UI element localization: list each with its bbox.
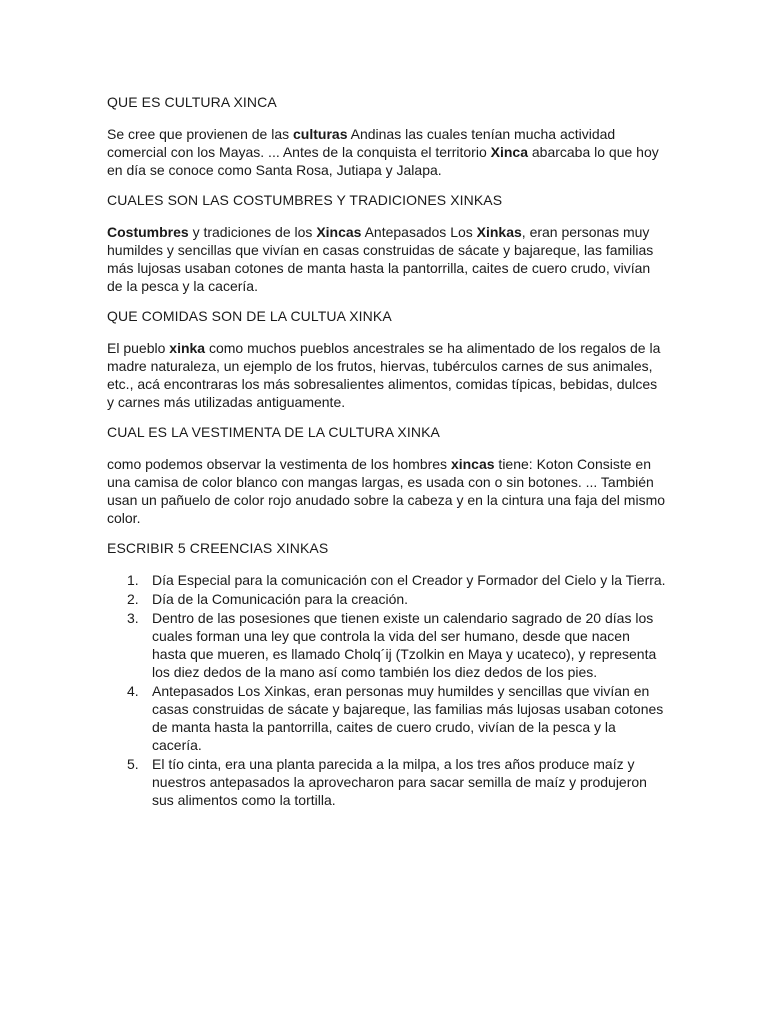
paragraph-text: abarcaba lo que hoy en día se conoce como Santa Rosa, Jutiapa y Jalapa. bbox=[107, 144, 659, 178]
section-paragraph bbox=[107, 125, 667, 179]
list-item bbox=[107, 590, 667, 608]
section-paragraph bbox=[107, 223, 667, 295]
list-item-number: 5. bbox=[127, 756, 139, 772]
paragraph-bold-text: Xincas bbox=[316, 224, 362, 240]
paragraph-bold-text: Costumbres bbox=[107, 224, 189, 240]
list-item-text: Día de la Comunicación para la creación. bbox=[152, 591, 409, 607]
paragraph-text: Andinas las cuales tenían mucha actividad comercial con los Mayas. ... Antes de la conquista el territorio bbox=[107, 126, 616, 160]
list-item-text: Antepasados Los Xinkas, eran personas muy humildes y sencillas que vivían en casas construidas de sácate y bajareque, las familias más lujosas usaban cotones de manta hasta la pantorrilla, caites de cuero crudo, vivían de la pesca y la cacería. bbox=[152, 683, 664, 753]
list-item-number: 4. bbox=[127, 683, 139, 699]
section-paragraph bbox=[107, 455, 667, 527]
list-item-number: 1. bbox=[127, 572, 139, 588]
paragraph-text: Se cree que provienen de las bbox=[107, 126, 294, 142]
document-page bbox=[107, 93, 667, 810]
list-item-text: El tío cinta, era una planta parecida a la milpa, a los tres años produce maíz y nuestros antepasados la aprovecharon para sacar semilla de maíz y produjeron sus alimentos como la tortilla. bbox=[152, 756, 647, 808]
beliefs-heading: ESCRIBIR 5 CREENCIAS XINKAS bbox=[107, 540, 329, 556]
section-heading: CUALES SON LAS COSTUMBRES Y TRADICIONES XINKAS bbox=[107, 192, 503, 208]
paragraph-bold-text: culturas bbox=[293, 126, 348, 142]
paragraph-text: Antepasados Los bbox=[361, 224, 477, 240]
section-heading: QUE ES CULTURA XINCA bbox=[107, 94, 277, 110]
paragraph-text: El pueblo bbox=[107, 340, 170, 356]
section-heading: CUAL ES LA VESTIMENTA DE LA CULTURA XINKA bbox=[107, 424, 440, 440]
paragraph-text: tiene: Koton Consiste en una camisa de color blanco con mangas largas, es usada con o sin botones. ... También usan un pañuelo de color rojo anudado sobre la cabeza y en la cintura una faja del mismo color. bbox=[107, 456, 666, 526]
paragraph-bold-text: Xinca bbox=[490, 144, 528, 160]
section-heading: QUE COMIDAS SON DE LA CULTUA XINKA bbox=[107, 308, 392, 324]
paragraph-text: , eran personas muy humildes y sencillas que vivían en casas construidas de sácate y bajareque, las familias más lujosas usaban cotones de manta hasta la pantorrilla, caites de cuero crudo, vivían de la pesca y la cacería. bbox=[107, 224, 654, 294]
paragraph-text: y tradiciones de los bbox=[188, 224, 317, 240]
paragraph-bold-text: xincas bbox=[450, 456, 495, 472]
list-item-text: Día Especial para la comunicación con el Creador y Formador del Cielo y la Tierra. bbox=[152, 572, 666, 588]
paragraph-text: como muchos pueblos ancestrales se ha alimentado de los regalos de la madre naturaleza, un ejemplo de los frutos, hiervas, tubérculos carnes de sus animales, etc., acá encontraras los más sobresalientes alimentos, comidas típicas, bebidas, dulces y carnes más utilizadas antiguamente. bbox=[107, 340, 661, 410]
paragraph-bold-text: xinka bbox=[169, 340, 206, 356]
paragraph-bold-text: Xinkas bbox=[476, 224, 522, 240]
list-item bbox=[107, 571, 667, 589]
list-item-number: 2. bbox=[127, 591, 139, 607]
paragraph-text: como podemos observar la vestimenta de los hombres bbox=[107, 456, 451, 472]
beliefs-list bbox=[107, 571, 667, 809]
section-paragraph bbox=[107, 339, 667, 411]
list-item-number: 3. bbox=[127, 610, 139, 626]
list-item-text: Dentro de las posesiones que tienen existe un calendario sagrado de 20 días los cuales forman una ley que controla la vida del ser humano, desde que nacen hasta que mueren, es llamado Cholq´ij (Tzolkin en Maya y ucateco), y representa los diez dedos de la mano así como también los diez dedos de los pies. bbox=[152, 610, 657, 680]
list-item bbox=[107, 755, 667, 809]
list-item bbox=[107, 682, 667, 754]
list-item bbox=[107, 609, 667, 681]
